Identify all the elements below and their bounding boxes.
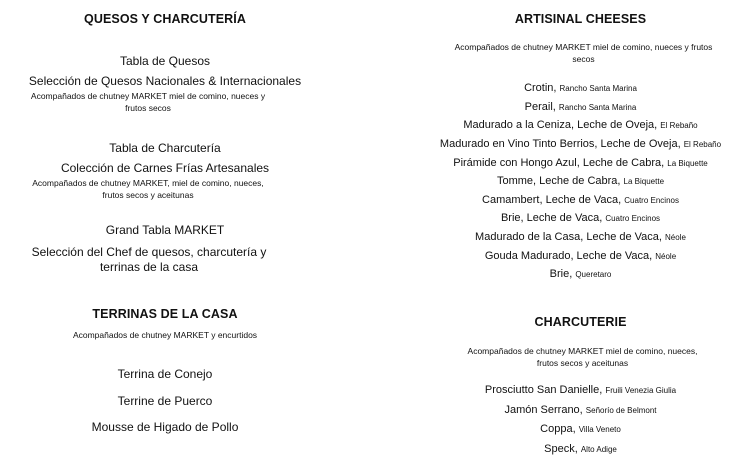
terrina-item: Terrine de Puerco: [117, 394, 213, 408]
terrina-item: Mousse de Higado de Pollo: [91, 420, 239, 434]
item-title: Tabla de Quesos: [119, 54, 211, 68]
item-description: Acompañados de chutney MARKET, miel de comino, nueces, frutos secos y aceitunas: [32, 178, 264, 200]
cheese-item: Brie, Leche de Vaca, Cuatro Encinos: [500, 212, 661, 225]
item-subtitle: Selección de Quesos Nacionales & Internacionales: [28, 74, 302, 88]
terrinas-heading: TERRINAS DE LA CASA: [92, 307, 238, 321]
cheese-item: Gouda Madurado, Leche de Vaca, Néole: [484, 249, 677, 262]
cheeses-heading: ARTISINAL CHEESES: [514, 12, 647, 26]
cheese-item: Tomme, Leche de Cabra, La Biquette: [496, 175, 665, 188]
charcuterie-item: Jamón Serrano, Señorío de Belmont: [504, 403, 657, 416]
item-subtitle: Colección de Carnes Frías Artesanales: [60, 161, 270, 175]
charcuterie-list: [420, 381, 741, 459]
cheese-item: Madurado en Vino Tinto Berrios, Leche de Oveja, El Rebaño: [439, 137, 722, 150]
cheese-item: Perail, Rancho Santa Marina: [524, 100, 637, 113]
item-title: Tabla de Charcutería: [109, 141, 221, 155]
terrinas-description: Acompañados de chutney MARKET y encurtidos: [72, 330, 258, 340]
cheese-item: Brie, Queretaro: [549, 268, 612, 281]
charcuterie-item: Prosciutto San Danielle, Fruili Venezia Giulia: [484, 384, 677, 396]
charcuterie-heading: CHARCUTERIE: [534, 315, 627, 329]
item-description: Acompañados de chutney MARKET miel de comino, nueces y frutos secos: [30, 91, 266, 113]
cheese-item: Crotin, Rancho Santa Marina: [524, 82, 637, 94]
cheese-item: Camambert, Leche de Vaca, Cuatro Encinos: [482, 193, 679, 206]
cheese-item: Madurado de la Casa, Leche de Vaca, Néole: [475, 231, 686, 244]
terrina-item: Terrina de Conejo: [117, 367, 213, 381]
item-description: Selección del Chef de quesos, charcutería y terrinas de la casa: [31, 245, 267, 274]
charcuterie-item: Speck, Alto Adige: [544, 442, 617, 455]
quesos-heading: QUESOS Y CHARCUTERÍA: [84, 12, 246, 26]
cheese-list: [420, 79, 741, 284]
charcuterie-item: Coppa, Villa Veneto: [540, 423, 621, 435]
cheeses-description: Acompañados de chutney MARKET miel de comino, nueces y frutos secos: [454, 42, 713, 64]
item-title: Grand Tabla MARKET: [105, 223, 225, 237]
cheese-item: Madurado a la Ceniza, Leche de Oveja, El Rebaño: [463, 119, 698, 132]
cheese-item: Pirámide con Hongo Azul, Leche de Cabra, La Biquette: [453, 156, 708, 169]
charcuterie-description: Acompañados de chutney MARKET miel de comino, nueces, frutos secos y aceitunas: [467, 346, 698, 368]
